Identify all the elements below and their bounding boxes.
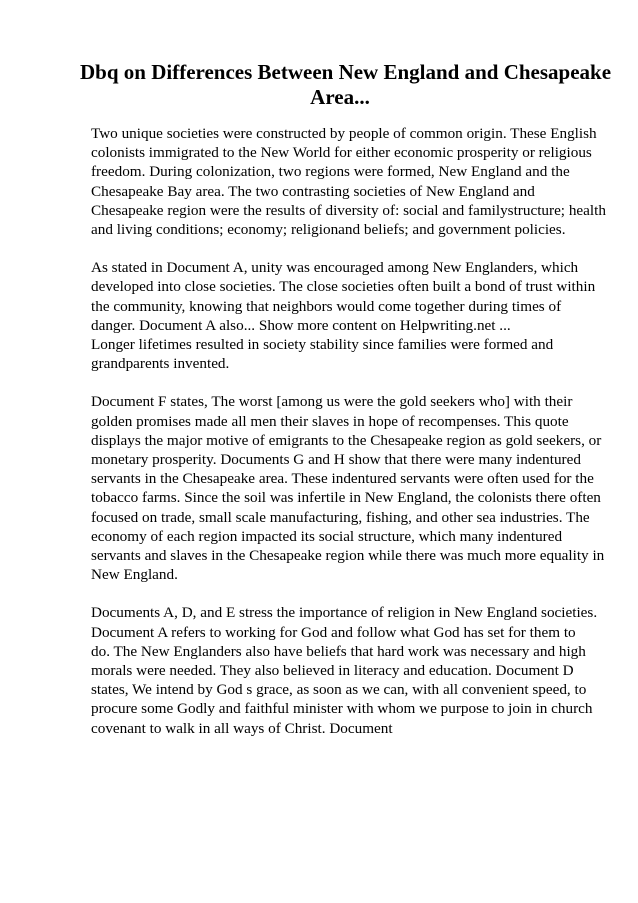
title-line: Area... [310, 85, 370, 109]
text-line: New England. [91, 566, 178, 584]
text-line: do. The New Englanders also have beliefs that hard work was necessary and high [91, 642, 586, 660]
text-line: Document A refers to working for God and follow what God has set for them to [91, 623, 576, 641]
text-line: Chesapeake Bay area. The two contrasting societies of New England and [91, 182, 535, 200]
page-title [80, 60, 612, 110]
text-line: Document F states, The worst [among us were the gold seekers who] with their [91, 393, 573, 411]
text-line: covenant to walk in all ways of Christ. Document [91, 719, 393, 737]
text-line: Documents A, D, and E stress the importance of religion in New England societies. [91, 604, 598, 622]
text-line: Chesapeake region were the results of diversity of: social and familystructure; health [91, 201, 606, 219]
text-line: freedom. During colonization, two regions were formed, New England and the [91, 163, 570, 181]
text-line: economy of each region impacted its social structure, which many indentured [91, 527, 563, 545]
text-line: morals were needed. They also believed in literacy and education. Document D [91, 662, 574, 680]
text-line: monetary prosperity. Documents G and H show that there were many indentured [91, 451, 581, 469]
title-line: Dbq on Differences Between New England and Chesapeake [80, 60, 612, 84]
text-line: states, We intend by God s grace, as soon as we can, with all convenient speed, to [91, 681, 587, 699]
paragraph-3 [91, 392, 605, 584]
paragraph-4 [91, 603, 598, 737]
text-line: the community, knowing that neighbors would come together during times of [91, 297, 562, 315]
text-line: As stated in Document A, unity was encouraged among New Englanders, which [91, 259, 579, 277]
text-line: tobacco farms. Since the soil was infertile in New England, the colonists there often [91, 489, 601, 507]
text-line: servants in the Chesapeake area. These indentured servants were often used for the [91, 470, 594, 488]
text-line: golden promises made all men their slaves in hope of recompenses. This quote [91, 412, 569, 430]
text-line: focused on trade, small scale manufacturing, fishing, and other sea industries. The [91, 508, 590, 526]
text-line: servants and slaves in the Chesapeake region while there was much more equality in [91, 547, 605, 565]
paragraph-2 [91, 258, 596, 373]
text-line: Two unique societies were constructed by people of common origin. These English [91, 125, 597, 142]
text-line: grandparents invented. [91, 355, 230, 373]
text-line: danger. Document A also... Show more content on Helpwriting.net ... [91, 316, 511, 334]
text-line: Longer lifetimes resulted in society stability since families were formed and [91, 336, 554, 354]
document-body [91, 124, 606, 757]
text-line: colonists immigrated to the New World for either economic prosperity or religious [91, 144, 592, 162]
text-line: and living conditions; economy; religionand beliefs; and government policies. [91, 221, 566, 239]
paragraph-1 [91, 124, 606, 239]
text-line: procure some Godly and faithful minister with whom we purpose to join in church [91, 700, 593, 718]
text-line: developed into close societies. The close societies often built a bond of trust within [91, 278, 596, 296]
text-line: displays the major motive of emigrants to the Chesapeake region as gold seekers, or [91, 431, 602, 449]
